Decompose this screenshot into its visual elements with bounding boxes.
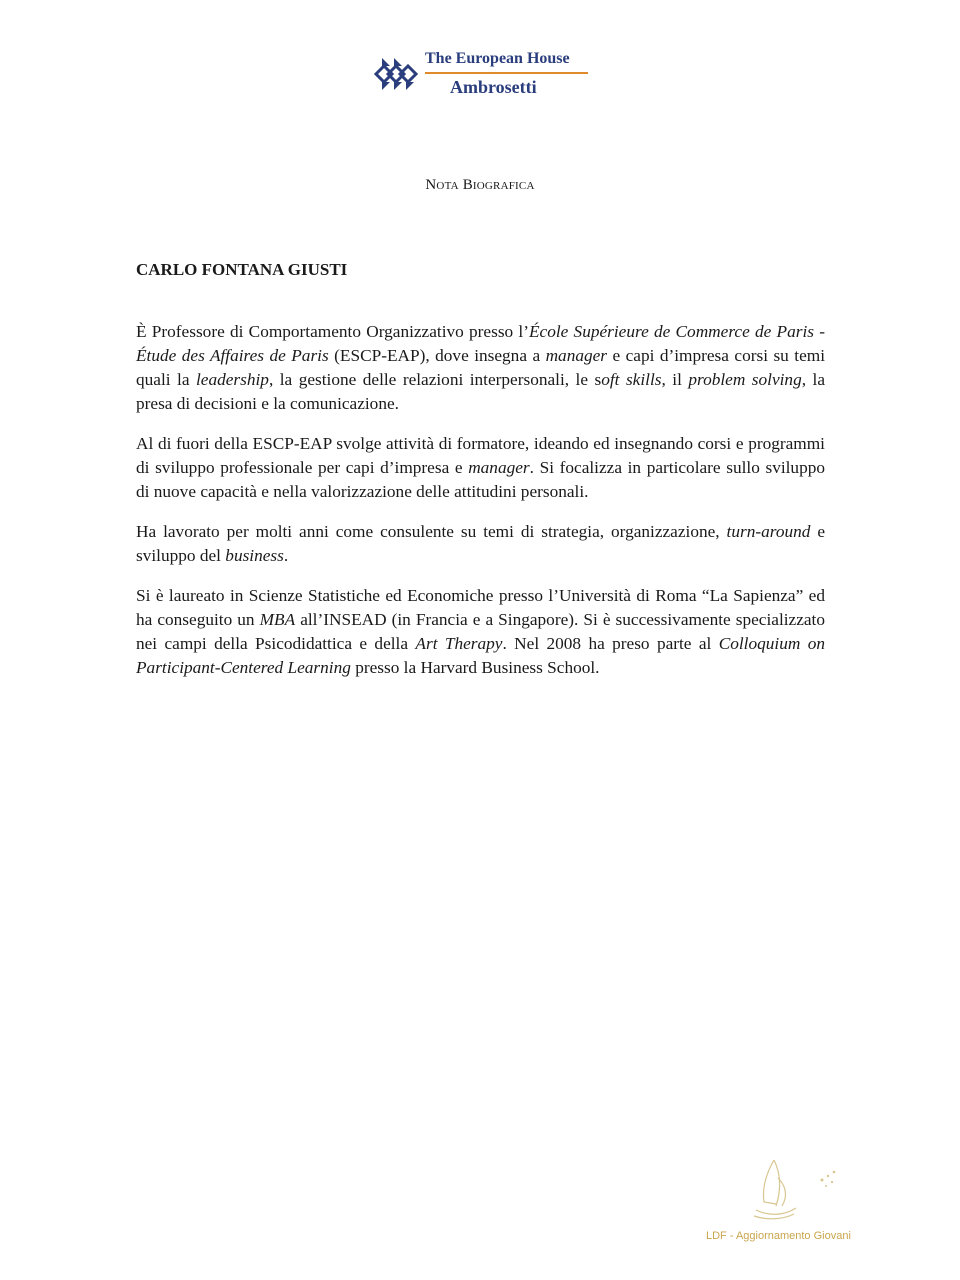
person-name: CARLO FONTANA GIUSTI	[136, 260, 348, 279]
italic-text-run: École Supérieure de Commerce de Paris - Étude des Affaires de Paris	[136, 322, 825, 365]
text-run: presso la Harvard Business School.	[350, 658, 600, 677]
bio-paragraph	[136, 320, 825, 416]
italic-text-run: MBA	[259, 610, 296, 629]
logo-divider	[425, 72, 588, 74]
bio-paragraph	[136, 584, 825, 680]
text-run: , il	[661, 370, 689, 389]
text-run: e capi d’impresa corsi su temi quali la	[136, 346, 825, 389]
italic-text-run: oft skills	[601, 370, 662, 389]
text-run: , la gestione delle relazioni interpersonali, le s	[268, 370, 602, 389]
text-run: (ESCP-EAP), dove insegna a	[328, 346, 546, 365]
text-run: È Professore di Comportamento Organizzativo presso l’	[136, 322, 529, 341]
italic-text-run: manager	[468, 458, 530, 477]
italic-text-run: Art Therapy	[415, 634, 503, 653]
italic-text-run: turn-around	[726, 522, 811, 541]
sailboat-icon	[752, 1158, 842, 1223]
logo-emblem-icon	[370, 54, 420, 94]
document-type-heading: Nota Biografica	[425, 177, 535, 193]
company-logo	[370, 50, 600, 100]
text-run: Al di fuori della ESCP-EAP svolge attività di formatore, ideando ed insegnando corsi e programmi di sviluppo professionale per capi d’impresa e	[136, 434, 825, 477]
bio-paragraph	[136, 520, 825, 568]
text-run: Ha lavorato per molti anni come consulente su temi di strategia, organizzazione,	[136, 522, 727, 541]
italic-text-run: problem solving	[688, 370, 802, 389]
footer-caption: LDF - Aggiornamento Giovani	[706, 1230, 851, 1242]
biography-body	[136, 320, 825, 696]
text-run: . Nel 2008 ha preso parte al	[502, 634, 719, 653]
text-run: all’INSEAD (in Francia e a Singapore). Si è successivamente specializzato nei campi della Psicodidattica e della	[136, 610, 825, 653]
text-run: .	[283, 546, 289, 565]
text-run: Si è laureato in Scienze Statistiche ed Economiche presso l’Università di Roma “La Sapienza” ed ha conseguito un	[136, 586, 825, 629]
text-run: , la presa di decisioni e la comunicazione.	[136, 370, 825, 413]
logo-text-line1: The European House	[425, 50, 570, 67]
italic-text-run: leadership	[195, 370, 269, 389]
text-run: e sviluppo del	[136, 522, 825, 565]
logo-text-line2: Ambrosetti	[450, 77, 537, 97]
bio-paragraph	[136, 432, 825, 504]
italic-text-run: Colloquium on Participant-Centered Learning	[136, 634, 825, 677]
text-run: . Si focalizza in particolare sullo sviluppo di nuove capacità e nella valorizzazione delle attitudini personali.	[136, 458, 825, 501]
italic-text-run: business	[225, 546, 284, 565]
italic-text-run: manager	[545, 346, 608, 365]
